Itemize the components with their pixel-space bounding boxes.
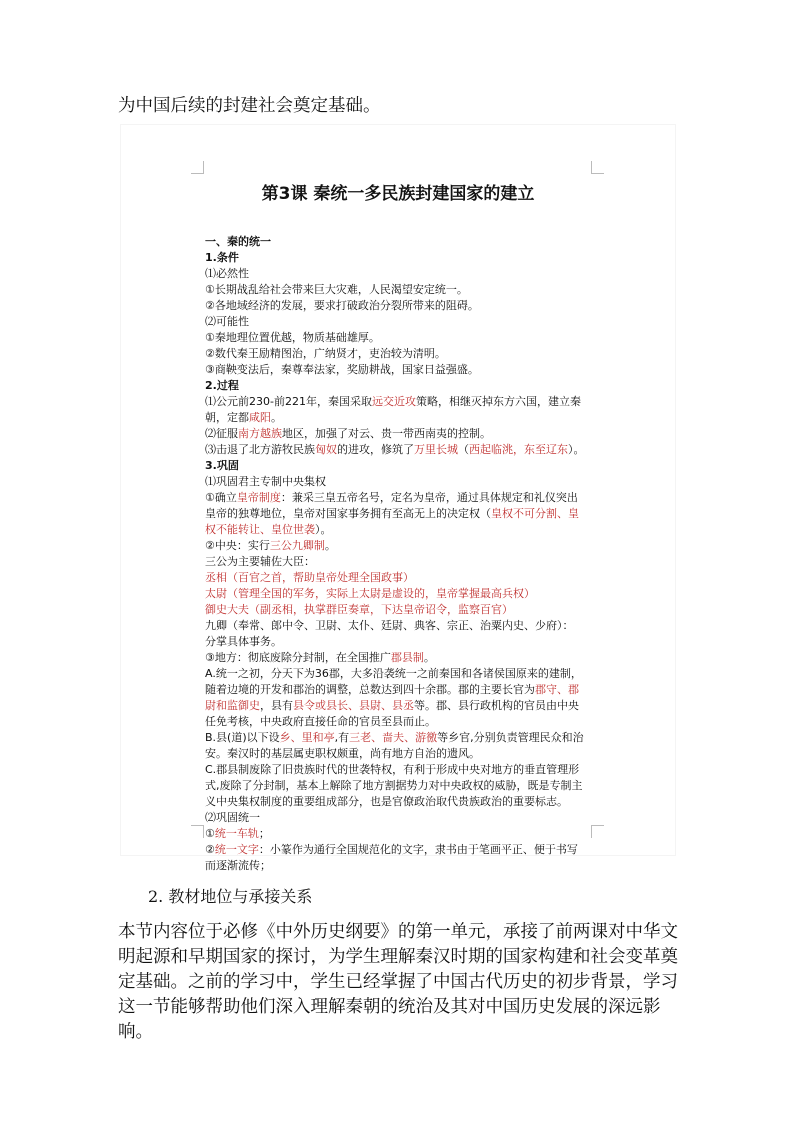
note-line	[205, 858, 615, 874]
note-text: 等。郡、县行政机构的官员由中央	[414, 699, 579, 712]
note-heading: 3.巩固	[205, 459, 239, 472]
highlighted-term: 权不能转让、皇位世袭	[205, 523, 315, 536]
note-text: 三公为主要辅佐大臣：	[205, 555, 315, 568]
note-line	[205, 362, 615, 378]
note-text: ②中央：实行	[205, 539, 270, 552]
note-line	[205, 506, 615, 522]
note-line	[205, 570, 615, 586]
note-line	[205, 682, 615, 698]
note-text: ，县有	[260, 699, 293, 712]
note-text: ②数代秦王励精图治，广纳贤才，吏治较为清明。	[205, 347, 446, 360]
note-line	[205, 778, 615, 794]
note-text: ⑴巩固君主专制中央集权	[205, 475, 326, 488]
note-line	[205, 554, 615, 570]
note-line	[205, 810, 615, 826]
highlighted-term: 咸阳	[249, 411, 271, 424]
note-line	[205, 586, 615, 602]
note-heading: 2.过程	[205, 379, 239, 392]
note-line	[205, 234, 615, 250]
note-line	[205, 730, 615, 746]
note-line	[205, 714, 615, 730]
note-text: ：兼采三皇五帝名号，定名为皇帝，通过具体规定和礼仪突出	[280, 491, 578, 504]
highlighted-term: 皇帝制度	[236, 491, 281, 504]
note-text: ）。	[315, 523, 332, 536]
note-text: ①秦地理位置优越，物质基础雄厚。	[205, 331, 380, 344]
highlighted-term: 西起临洮，东至辽东	[469, 443, 568, 456]
note-text: ③商鞅变法后，秦尊奉法家，奖励耕战，国家日益强盛。	[205, 363, 479, 376]
note-line	[205, 282, 615, 298]
note-line	[205, 378, 615, 394]
body-paragraph: 本节内容位于必修《中外历史纲要》的第一单元，承接了前两课对中华文明起源和早期国家的探讨，为学生理解秦汉时期的国家构建和社会变革奠定基础。之前的学习中，学生已经掌握了中国古代历史的初步背景，学习这一节能够帮助他们深入理解秦朝的统治及其对中国历史发展的深远影响。	[118, 922, 678, 1042]
note-text: ②各地域经济的发展，要求打破政治分裂所带来的阻碍。	[205, 299, 479, 312]
highlighted-term: 郡守、郡	[535, 683, 579, 696]
note-text: 分掌具体事务。	[205, 635, 282, 648]
note-text: ⑴公元前230-前221年，秦国采取	[205, 395, 372, 408]
crop-mark-bottom-left	[191, 825, 204, 838]
note-line	[205, 298, 615, 314]
note-text: 。	[423, 651, 435, 664]
note-line	[205, 394, 615, 410]
highlighted-term: 三老、啬夫、游徼	[349, 731, 438, 744]
note-line	[205, 442, 615, 458]
highlighted-term: 匈奴	[315, 443, 337, 456]
crop-mark-top-right	[591, 161, 604, 174]
note-text: 任免考核，中央政府直接任命的官员至县而止。	[205, 715, 436, 728]
note-line	[205, 666, 615, 682]
note-line	[205, 458, 615, 474]
highlighted-term: 御史大夫（副丞相，执掌群臣奏章，下达皇帝诏令，监察百官）	[205, 603, 513, 616]
note-line	[205, 410, 615, 426]
note-text: ：小篆作为通行全国规范化的文字，隶书由于笔画平正、便于书写	[258, 843, 578, 856]
lesson-notes	[205, 234, 615, 874]
note-text: ①	[205, 827, 215, 840]
note-text: 地区，加强了对云、贵一带西南夷的控制。	[282, 427, 491, 440]
highlighted-term: 万里长城	[414, 443, 458, 456]
highlighted-term: 远交近攻	[371, 395, 416, 408]
note-line	[205, 474, 615, 490]
note-text: 朝，定都	[205, 411, 249, 424]
highlighted-term: 乡、里和亭	[279, 731, 335, 744]
note-text: ⑵征服	[205, 427, 238, 440]
note-text: B.县(道)以下设	[205, 731, 280, 744]
note-text: 义中央集权制度的重要组成部分，也是官僚政治取代贵族政治的重要标志。	[205, 795, 568, 808]
note-line	[205, 762, 615, 778]
note-text: ⑶击退了北方游牧民族	[205, 443, 315, 456]
note-text: 安。秦汉时的基层属吏职权颇重，尚有地方自治的遗风。	[205, 747, 480, 760]
highlighted-term: 郡县制	[390, 651, 424, 664]
note-heading: 一、秦的统一	[205, 235, 271, 248]
highlighted-term: 皇权不可分割、皇	[491, 507, 579, 520]
note-text: 等乡官,分别负责管理民众和治	[437, 731, 584, 744]
note-line	[205, 330, 615, 346]
highlighted-term: 统一文字	[214, 843, 259, 856]
highlighted-term: 南方越族	[238, 427, 282, 440]
note-text: 而逐渐流传；	[205, 859, 271, 872]
note-line	[205, 266, 615, 282]
note-text: 皇帝的独尊地位，皇帝对国家事务拥有至高无上的决定权（	[205, 507, 491, 520]
note-line	[205, 602, 615, 618]
note-text: ①长期战乱给社会带来巨大灾难，人民渴望安定统一。	[205, 283, 468, 296]
highlighted-term: 太尉（管理全国的军务，实际上太尉是虚设的，皇帝掌握最高兵权）	[205, 587, 535, 600]
note-text: 九卿（奉常、郎中令、卫尉、太仆、廷尉、典客、宗正、治粟内史、少府）：	[205, 619, 574, 632]
note-line	[205, 698, 615, 714]
note-line	[205, 250, 615, 266]
note-line	[205, 314, 615, 330]
section-heading: 2. 教材地位与承接关系	[148, 887, 313, 906]
note-line	[205, 746, 615, 762]
note-text: 策略，相继灭掉东方六国，建立秦	[415, 395, 581, 408]
note-text: ⑵可能性	[205, 315, 249, 328]
note-text: ②	[205, 843, 215, 856]
note-line	[205, 490, 615, 506]
note-line	[205, 634, 615, 650]
note-text: ⑴必然性	[205, 267, 249, 280]
note-text: ③地方：彻底废除分封制，在全国推广	[205, 651, 391, 664]
highlighted-term: 三公九卿制	[269, 539, 325, 552]
intro-text: 为中国后续的封建社会奠定基础。	[118, 96, 381, 116]
note-line	[205, 842, 615, 858]
note-text: ,有	[334, 731, 350, 744]
note-text: ；	[258, 827, 270, 840]
note-text: ⑵巩固统一	[205, 811, 260, 824]
note-text: （	[458, 443, 469, 456]
note-text: ）。	[568, 443, 585, 456]
note-line	[205, 522, 615, 538]
note-line	[205, 650, 615, 666]
note-text: 随着边境的开发和郡治的调整，总数达到四十余郡。郡的主要长官为	[205, 683, 535, 696]
lesson-title: 第3课 秦统一多民族封建国家的建立	[261, 184, 535, 204]
note-heading: 1.条件	[205, 251, 239, 264]
note-text: 式,废除了分封制，基本上解除了地方割据势力对中央政权的威胁，既是专制主	[205, 779, 583, 792]
note-text: A.统一之初，分天下为36郡，大多沿袭统一之前秦国和各诸侯国原来的建制，	[205, 667, 582, 680]
note-text: 。	[324, 539, 336, 552]
note-line	[205, 538, 615, 554]
note-text: ①确立	[205, 491, 237, 504]
highlighted-term: 丞相（百官之首，帮助皇帝处理全国政事）	[205, 571, 414, 584]
highlighted-term: 县令或县长、县尉、县丞	[293, 699, 414, 712]
note-line	[205, 794, 615, 810]
note-line	[205, 426, 615, 442]
crop-mark-top-left	[191, 161, 204, 174]
highlighted-term: 尉和监御史	[205, 699, 260, 712]
note-text: 的进攻，修筑了	[337, 443, 414, 456]
note-line	[205, 826, 615, 842]
note-text: C.郡县制废除了旧贵族时代的世袭特权，有利于形成中央对地方的垂直管理形	[205, 763, 580, 776]
note-line	[205, 618, 615, 634]
embedded-document-image	[120, 124, 676, 872]
highlighted-term: 统一车轨	[214, 827, 259, 840]
note-line	[205, 346, 615, 362]
note-text: 。	[271, 411, 282, 424]
